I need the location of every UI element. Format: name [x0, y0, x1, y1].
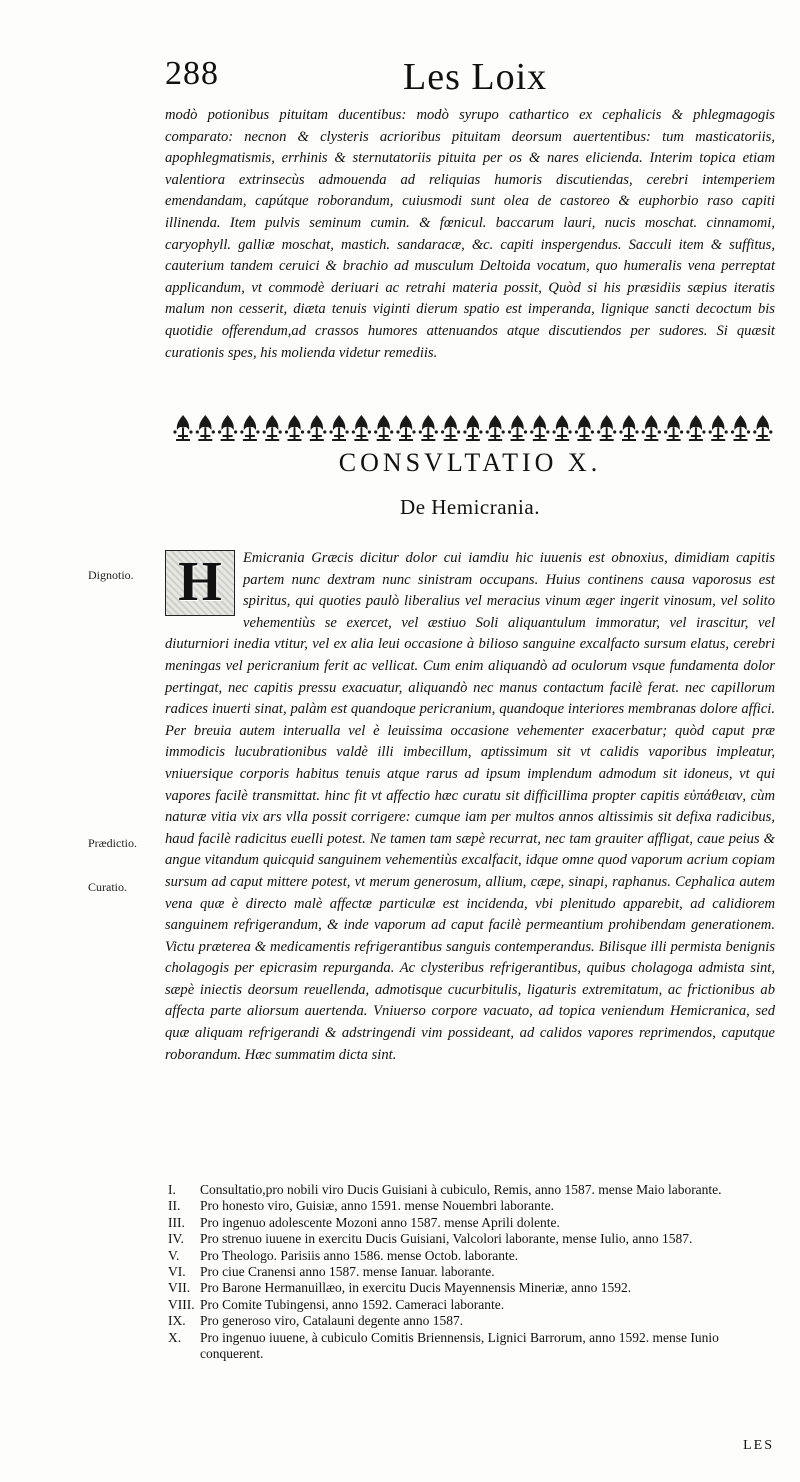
ornament-fleuron	[196, 415, 215, 440]
case-text: Pro Theologo. Parisiis anno 1586. mense Octob. laborante.	[200, 1247, 519, 1263]
ornament-fleuron	[642, 415, 661, 440]
catchword: LES	[743, 1438, 774, 1453]
case-number: X.	[168, 1329, 182, 1345]
ornament-fleuron	[263, 415, 282, 440]
margin-note-dignotio: Dignotio.	[88, 568, 134, 582]
running-title: Les Loix	[403, 56, 548, 98]
drop-cap-letter: H	[178, 551, 222, 614]
ornament-fleuron	[686, 415, 705, 440]
case-text: Pro strenuo iuuene in exercitu Ducis Guisiani, Valcolori laborante, mense Iulio, anno 1587.	[200, 1231, 693, 1247]
case-text: Pro honesto viro, Guisiæ, anno 1591. mense Nouembri laborante.	[200, 1198, 554, 1214]
ornament-fleuron	[731, 415, 750, 440]
ornament-fleuron	[597, 415, 616, 440]
case-text: Pro Barone Hermanuillæo, in exercitu Ducis Mayennensis Mineriæ, anno 1592.	[200, 1280, 632, 1296]
ornament-fleuron	[396, 415, 415, 440]
list-item	[168, 1215, 783, 1231]
ornament-fleuron	[553, 415, 572, 440]
top-paragraph: modò potionibus pituitam ducentibus: modò syrupo cathartico ex cephalicis & phlegmagogis comparato: necnon & clysteris acrioribus pituitam deorsum auertentibus: tum masticatoriis, apophlegmatismis, errhinis & sternutatoriis pituita per os & nares elicienda. Interim topica etiam valentiora extrinsecùs admouenda ad reliquias humoris discutiendas, cerebri intemperiem emendandam, capútque roborandum, cuiusmodi sunt olea de castoreo & euphorbio raso capiti illinenda. Item pulvis seminum cumin. & fœnicul. baccarum lauri, nucis moschat. cinnamomi, caryophyll. galliæ moschat, mastich. sandaracæ, &c. capiti inspergendus. Sacculi item & suffitus, cauterium tandem ceruici & brachio ad musculum Deltoida vocatum, quo humeralis vena perreptat applicandum, vt commodè deriuari ac retrahi materia possit, Quòd si his præsidiis sæpius iteratis malum non cesserit, diæta tenuis viginti dierum spatio est imperanda, lignique sancti decoctum bis quotidie offerendum,ad crassos humores attenuandos atque discutiendos per sudores. Si quæsit curationis spes, his molienda videtur remediis.	[165, 107, 775, 361]
section-subtitle: De Hemicrania.	[400, 495, 540, 519]
ornament-fleuron	[441, 415, 460, 440]
ornament-fleuron	[173, 415, 192, 440]
case-number: V.	[168, 1247, 180, 1263]
ornament-fleuron	[352, 415, 371, 440]
ornament-fleuron	[218, 415, 237, 440]
drop-cap-initial	[165, 550, 235, 616]
case-text: Pro generoso viro, Catalauni degente anno 1587.	[200, 1313, 464, 1329]
main-paragraph	[165, 548, 775, 1160]
margin-note-praedictio: Prædictio.	[88, 836, 138, 850]
list-item	[168, 1264, 783, 1280]
ornament-fleuron	[575, 415, 594, 440]
case-text: Pro Comite Tubingensi, anno 1592. Cameraci laborante.	[200, 1296, 505, 1312]
page-number: 288	[165, 55, 219, 92]
ornament-fleuron	[330, 415, 349, 440]
ornament-fleuron	[619, 415, 638, 440]
case-number: III.	[168, 1214, 185, 1230]
case-text: Pro ingenuo iuuene, à cubiculo Comitis Briennensis, Lignici Barrorum, anno 1592. mense Iunio conquerent.	[200, 1329, 719, 1362]
case-number: VII.	[168, 1280, 191, 1296]
case-number: IX.	[168, 1313, 186, 1329]
ornament-fleuron	[664, 415, 683, 440]
list-item	[168, 1182, 783, 1198]
ornament-fleuron	[530, 415, 549, 440]
list-item	[168, 1280, 783, 1296]
ornament-fleuron	[508, 415, 527, 440]
ornament-fleuron	[240, 415, 259, 440]
page-header	[165, 55, 725, 105]
case-text: Pro ingenuo adolescente Mozoni anno 1587. mense Aprili dolente.	[200, 1214, 560, 1230]
case-number: IV.	[168, 1231, 184, 1247]
ornament-fleuron	[374, 415, 393, 440]
list-item	[168, 1198, 783, 1214]
list-item	[168, 1313, 783, 1329]
list-item	[168, 1248, 783, 1264]
ornament-fleuron	[709, 415, 728, 440]
ornament-fleuron	[285, 415, 304, 440]
list-item	[168, 1297, 783, 1313]
case-list	[168, 1182, 783, 1362]
list-item	[168, 1330, 783, 1363]
case-number: II.	[168, 1198, 181, 1214]
case-text: Consultatio,pro nobili viro Ducis Guisiani à cubiculo, Remis, anno 1587. mense Maio laborante.	[200, 1182, 722, 1197]
ornament-fleuron	[463, 415, 482, 440]
case-number: I.	[168, 1182, 176, 1197]
case-number: VIII.	[168, 1296, 195, 1312]
section-title: CONSVLTATIO X.	[338, 448, 602, 477]
case-number: VI.	[168, 1264, 186, 1280]
main-paragraph-text: Emicrania Græcis dicitur dolor cui iamdiu hic iuuenis est obnoxius, dimidiam capitis partem nunc dextram nunc sinistram occupans. Huius continens causa vaporosus est spiritus, qui quoties paulò liberalius vel meracius vinum æger ingerit vinosum, vel solito vehementiùs se exercet, vel æstiuo Soli aliquantulum immoratur, vel irascitur, vel diuturniori inedia vtitur, vel ex alia leui occasione à bilioso sanguine excalfacto sursum elatus, cerebri meningas vel pericranium ferit ac vellicat. Cum enim aliquandò ad oculorum vsque fundamenta dolor pertingat, nec capitis pressu exacuatur, aliquandò nec manus contactum facilè ferat. nec capillorum radices inuerti sinat, palàm est quandoque pericranium, quandoque interiores membranas dolore affici. Per breuia autem interualla vel è leuissima occasione vehementer exacerbatur; quòd caput præ immodicis lucubrationibus valdè illi imbecillum, aptissimum sit vt calidis vaporibus impleatur, vniuersique corporis habitus tenuis atque rarus ad ipsum implendum admodum sit idoneus, vt qui vapores facilè transmittat. hinc fit vt affectio hæc curatu sit difficillima propter capitis εὐπάθειαν, cùm naturæ vitia vix ars vlla possit corrigere: cumque iam per multos annos altissimis sit defixa radicibus, haud facilè radicitus euelli potest. Ne tamen tam sæpè recurrat, nec tam grauiter affligat, caue peius & angue vitandum quicquid sanguinem vehementiùs excalfacit, idque omne quod vaporum acrium copiam sursum ad caput mittere potest, vt merum generosum, allium, cæpe, sinapi, raphanus. Cephalica autem vena quæ è directo malè affectæ particulæ est incidenda, vbi plenitudo apparebit, ad calidiorem sanguinem refrigerandum, & inde vaporum ad caput facilè permeantium prohibendam generationem. Victu præterea & medicamentis refrigerantibus sanguis contemperandus. Bilisque illi permista benignis cholagogis per epicrasim repurganda. Ac clysteribus refrigerantibus, quibus cholagoga admista sint, sæpè iniectis deorsum reuellenda, admotisque cucurbitulis, ligaturis extremitatum, ac frictionibus ab affecta parte aliorsum auertenda. Vniuerso corpore vacuato, ad topica veniendum Hemicranica, sed quæ aliquam refrigerandi & adstringendi vim possideant, ad calidos vapores reprimendos, caputque roborandum. Hæc summatim dicta sint.	[165, 550, 775, 1063]
ornament-fleuron	[486, 415, 505, 440]
ornament-fleuron	[307, 415, 326, 440]
ornament-fleuron	[419, 415, 438, 440]
case-text: Pro ciue Cranensi anno 1587. mense Ianuar. laborante.	[200, 1264, 495, 1280]
ornament-fleuron	[753, 415, 772, 440]
list-item	[168, 1231, 783, 1247]
margin-note-curatio: Curatio.	[88, 880, 127, 894]
ornamental-band	[170, 410, 775, 442]
